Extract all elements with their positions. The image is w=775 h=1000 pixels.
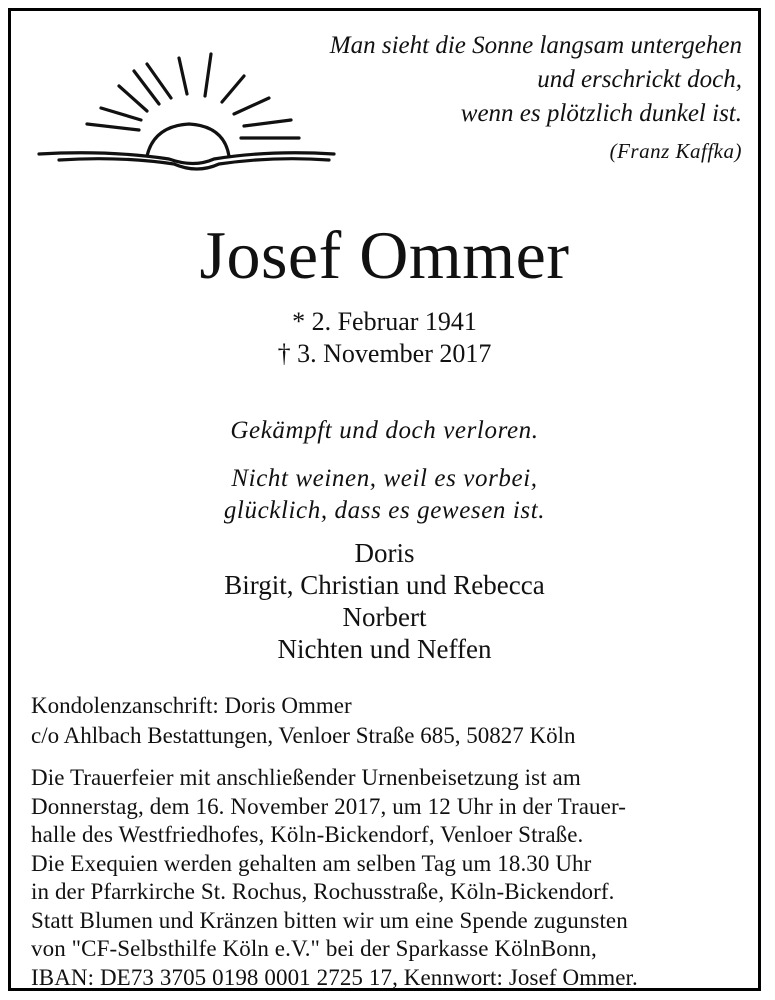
service-line: von "CF-Selbsthilfe Köln e.V." bei der Sparkasse KölnBonn, — [31, 936, 597, 961]
verse-line: Nicht weinen, weil es vorbei, — [231, 465, 538, 492]
service-line: in der Pfarrkirche St. Rochus, Rochusstraße, Köln-Bickendorf. — [31, 879, 615, 904]
service-line: halle des Westfriedhofes, Köln-Bickendorf, Venloer Straße. — [31, 822, 584, 847]
poem-quote — [222, 29, 742, 131]
condolence-address — [31, 691, 575, 751]
mourners-list — [11, 537, 758, 665]
life-dates — [11, 306, 758, 370]
service-line: Statt Blumen und Kränzen bitten wir um eine Spende zugunsten — [31, 907, 628, 933]
deceased-name: Josef Ommer — [199, 217, 570, 293]
birth-date: * 2. Februar 1941 — [292, 307, 477, 336]
quote-line: und erschrickt doch, — [537, 66, 742, 93]
condolence-line: Kondolenzanschrift: Doris Ommer — [31, 693, 352, 718]
verse-line: glücklich, dass es gewesen ist. — [223, 497, 546, 524]
mourner: Norbert — [342, 602, 427, 632]
verse-line: Gekämpft und doch verloren. — [230, 417, 539, 444]
service-line: Donnerstag, dem 16. November 2017, um 12 Uhr in der Trauer- — [31, 793, 627, 819]
quote-line: Man sieht die Sonne langsam untergehen — [329, 32, 742, 59]
mourner: Birgit, Christian und Rebecca — [224, 570, 545, 600]
mourner: Doris — [354, 538, 415, 568]
quote-author: (Franz Kaffka) — [609, 139, 742, 163]
obituary-notice — [8, 8, 761, 991]
death-date: † 3. November 2017 — [277, 339, 492, 368]
service-line: IBAN: DE73 3705 0198 0001 2725 17, Kennwort: Josef Ommer. — [31, 964, 638, 990]
quote-line: wenn es plötzlich dunkel ist. — [460, 100, 742, 127]
service-line: Die Exequien werden gehalten am selben Tag um 18.30 Uhr — [31, 850, 592, 876]
mourner: Nichten und Neffen — [277, 634, 492, 664]
service-line: Die Trauerfeier mit anschließender Urnenbeisetzung ist am — [31, 765, 581, 790]
condolence-line: c/o Ahlbach Bestattungen, Venloer Straße 685, 50827 Köln — [31, 723, 576, 748]
verse — [11, 463, 758, 527]
service-details — [31, 764, 751, 992]
